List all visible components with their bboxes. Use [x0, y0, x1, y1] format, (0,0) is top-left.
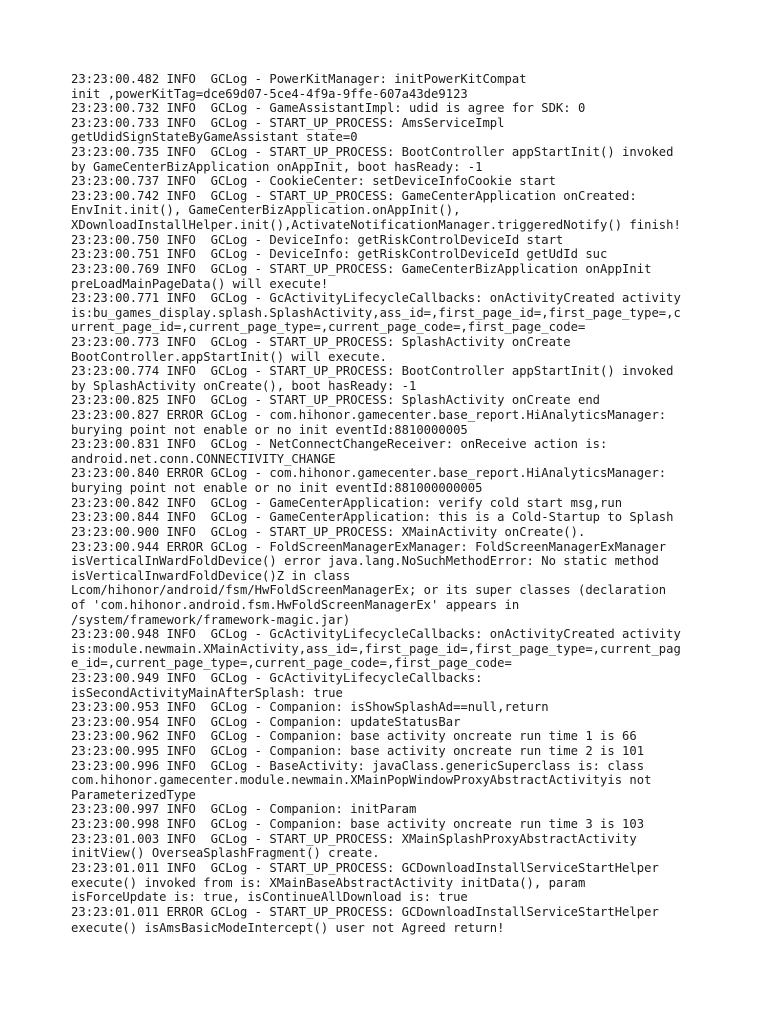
log-line: 23:23:00.771 INFO GCLog - GcActivityLifecycleCallbacks: onActivityCreated activity [71, 291, 681, 306]
log-line: preLoadMainPageData() will execute! [71, 276, 329, 291]
log-line: 23:23:00.842 INFO GCLog - GameCenterApplication: verify cold start msg,run [71, 495, 623, 510]
log-line: 23:23:00.827 ERROR GCLog - com.hihonor.gamecenter.base_report.HiAnalyticsManager: [71, 408, 667, 423]
log-line: of 'com.hihonor.android.fsm.HwFoldScreenManagerEx' appears in [71, 597, 520, 612]
log-line: is:module.newmain.XMainActivity,ass_id=,first_page_id=,first_page_type=,current_pag [71, 641, 681, 656]
log-line: 23:23:00.742 INFO GCLog - START_UP_PROCESS: GameCenterApplication onCreated: [71, 188, 637, 203]
log-line: 23:23:01.011 INFO GCLog - START_UP_PROCESS: GCDownloadInstallServiceStartHelper [71, 860, 659, 875]
log-line: e_id=,current_page_type=,current_page_code=,first_page_code= [71, 656, 512, 671]
log-line: 23:23:00.774 INFO GCLog - START_UP_PROCESS: BootController appStartInit() invoked [71, 364, 674, 379]
log-line: 23:23:00.751 INFO GCLog - DeviceInfo: getRiskControlDeviceId getUdId suc [71, 247, 608, 262]
log-line: 23:23:00.769 INFO GCLog - START_UP_PROCESS: GameCenterBizApplication onAppInit [71, 261, 652, 276]
log-line: 23:23:00.732 INFO GCLog - GameAssistantImpl: udid is agree for SDK: 0 [71, 101, 586, 116]
log-line: 23:23:00.773 INFO GCLog - START_UP_PROCESS: SplashActivity onCreate [71, 334, 571, 349]
log-line: by SplashActivity onCreate(), boot hasReady: -1 [71, 378, 417, 393]
log-line: 23:23:00.825 INFO GCLog - START_UP_PROCESS: SplashActivity onCreate end [71, 393, 601, 408]
log-line: 23:23:00.831 INFO GCLog - NetConnectChangeReceiver: onReceive action is: [71, 437, 608, 452]
log-line: 23:23:00.844 INFO GCLog - GameCenterApplication: this is a Cold-Startup to Splash [71, 510, 674, 525]
log-line: 23:23:00.997 INFO GCLog - Companion: initParam [71, 802, 417, 817]
log-line: 23:23:00.998 INFO GCLog - Companion: base activity oncreate run time 3 is 103 [71, 817, 645, 832]
log-line: is:bu_games_display.splash.SplashActivity,ass_id=,first_page_id=,first_page_type=,c [71, 305, 681, 320]
log-line: 23:23:00.735 INFO GCLog - START_UP_PROCESS: BootController appStartInit() invoked [71, 145, 674, 160]
log-line: initView() OverseaSplashFragment() create. [71, 846, 380, 861]
log-line: isVerticalInwardFoldDevice()Z in class [71, 568, 351, 583]
log-line: burying point not enable or no init eventId:8810000005 [71, 422, 468, 437]
log-line: 23:23:00.840 ERROR GCLog - com.hihonor.gamecenter.base_report.HiAnalyticsManager: [71, 466, 667, 481]
log-line: com.hihonor.gamecenter.module.newmain.XMainPopWindowProxyAbstractActivityis not [71, 773, 652, 788]
log-line: ParameterizedType [71, 787, 196, 802]
log-line: EnvInit.init(), GameCenterBizApplication.onAppInit(), [71, 203, 461, 218]
log-line: 23:23:00.900 INFO GCLog - START_UP_PROCESS: XMainActivity onCreate(). [71, 524, 586, 539]
log-line: BootController.appStartInit() will execute. [71, 349, 387, 364]
log-line: 23:23:01.003 INFO GCLog - START_UP_PROCESS: XMainSplashProxyAbstractActivity [71, 831, 637, 846]
log-line: XDownloadInstallHelper.init(),ActivateNotificationManager.triggeredNotify() finish! [71, 218, 681, 233]
log-line: getUdidSignStateByGameAssistant state=0 [71, 130, 358, 145]
log-line: init ,powerKitTag=dce69d07-5ce4-4f9a-9ffe-607a43de9123 [71, 86, 468, 101]
log-line: isVerticalInWardFoldDevice() error java.lang.NoSuchMethodError: No static method [71, 554, 659, 569]
log-line: 23:23:00.482 INFO GCLog - PowerKitManager: initPowerKitCompat [71, 72, 527, 86]
log-line: execute() invoked from is: XMainBaseAbstractActivity initData(), param [71, 875, 586, 890]
log-line: 23:23:00.995 INFO GCLog - Companion: base activity oncreate run time 2 is 101 [71, 744, 645, 759]
log-line: execute() isAmsBasicModeIntercept() user not Agreed return! [71, 921, 505, 936]
log-line: Lcom/hihonor/android/fsm/HwFoldScreenManagerEx; or its super classes (declaration [71, 583, 667, 598]
log-line: isForceUpdate is: true, isContinueAllDownload is: true [71, 890, 468, 905]
log-line: android.net.conn.CONNECTIVITY_CHANGE [71, 451, 336, 466]
log-line: 23:23:00.944 ERROR GCLog - FoldScreenManagerExManager: FoldScreenManagerExManager [71, 539, 667, 554]
log-line: isSecondActivityMainAfterSplash: true [71, 685, 343, 700]
log-line: 23:23:00.962 INFO GCLog - Companion: base activity oncreate run time 1 is 66 [71, 729, 637, 744]
log-line: 23:23:00.750 INFO GCLog - DeviceInfo: getRiskControlDeviceId start [71, 232, 564, 247]
log-line: 23:23:00.948 INFO GCLog - GcActivityLifecycleCallbacks: onActivityCreated activity [71, 627, 681, 642]
log-line: 23:23:00.954 INFO GCLog - Companion: updateStatusBar [71, 714, 461, 729]
log-line: burying point not enable or no init eventId:881000000005 [71, 481, 483, 496]
log-line: 23:23:00.733 INFO GCLog - START_UP_PROCESS: AmsServiceImpl [71, 115, 505, 130]
log-line: urrent_page_id=,current_page_type=,current_page_code=,first_page_code= [71, 320, 586, 335]
log-line: 23:23:00.996 INFO GCLog - BaseActivity: javaClass.genericSuperclass is: class [71, 758, 645, 773]
log-line: by GameCenterBizApplication onAppInit, boot hasReady: -1 [71, 159, 483, 174]
log-line: 23:23:00.953 INFO GCLog - Companion: isShowSplashAd==null,return [71, 700, 549, 715]
log-line: /system/framework/framework-magic.jar) [71, 612, 351, 627]
log-line: 23:23:01.011 ERROR GCLog - START_UP_PROCESS: GCDownloadInstallServiceStartHelper [71, 904, 659, 919]
log-line: 23:23:00.949 INFO GCLog - GcActivityLifecycleCallbacks: [71, 670, 483, 685]
log-text-block [71, 72, 731, 936]
log-line: 23:23:00.737 INFO GCLog - CookieCenter: setDeviceInfoCookie start [71, 174, 556, 189]
